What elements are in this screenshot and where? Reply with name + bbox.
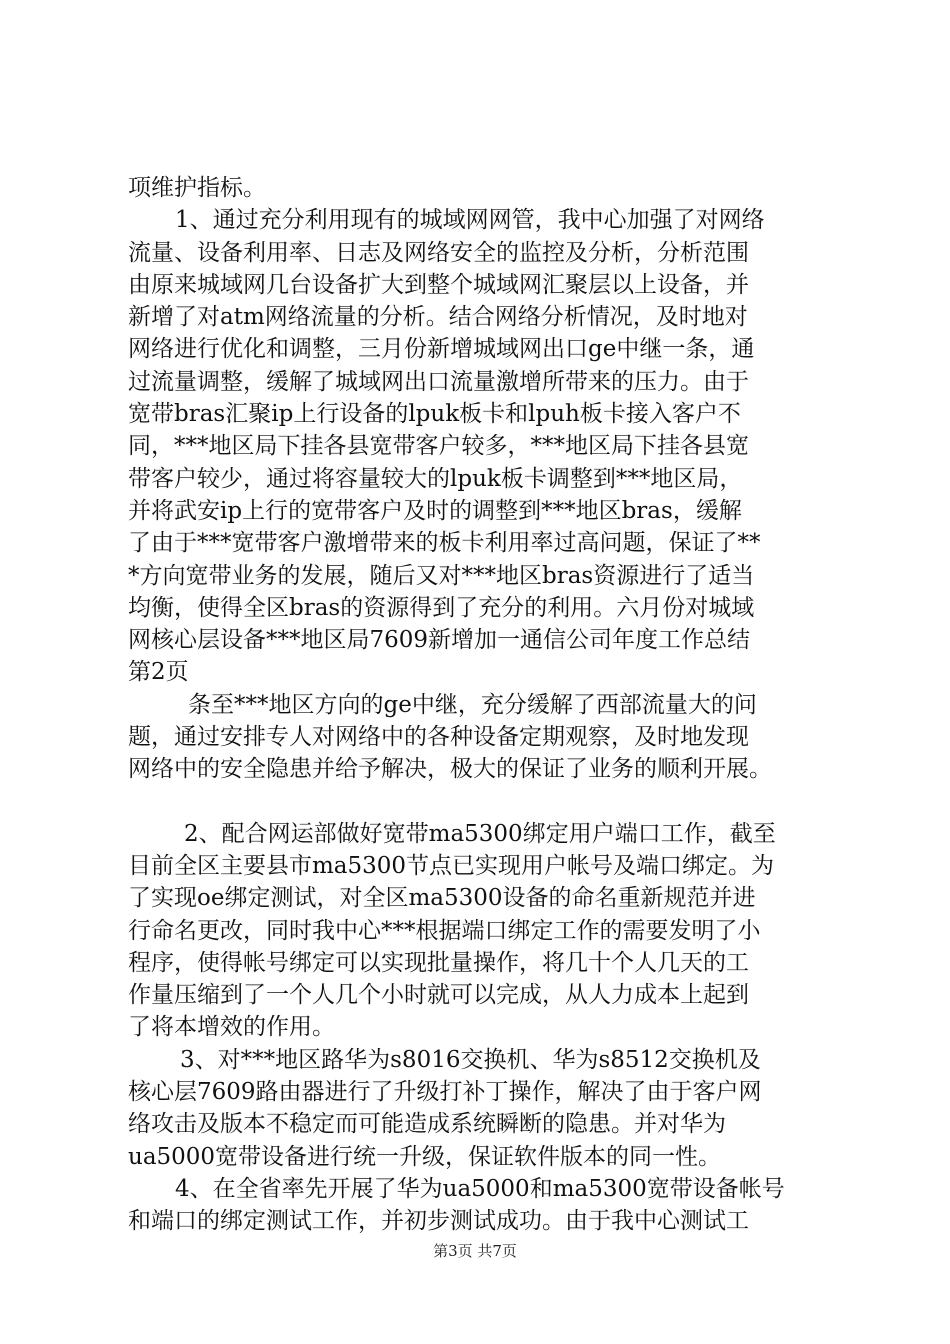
text-line: 题，通过安排专人对网络中的各种设备定期观察，及时地发现	[128, 724, 749, 751]
text-line: 流量、设备利用率、日志及网络安全的监控及分析，分析范围	[128, 239, 749, 266]
text-line: *方向宽带业务的发展，随后又对***地区bras资源进行了适当	[128, 562, 755, 589]
text-line: 了实现oe绑定测试，对全区ma5300设备的命名重新规范并进	[128, 885, 756, 912]
text-line: 均衡，使得全区bras的资源得到了充分的利用。六月份对城域	[128, 594, 755, 621]
text-line: 宽带bras汇聚ip上行设备的lpuk板卡和lpuh板卡接入客户不	[128, 401, 741, 428]
paragraph-2-start: 2、配合网运部做好宽带ma5300绑定用户端口工作，截至	[184, 820, 776, 847]
paragraph-4-start: 4、在全省率先开展了华为ua5000和ma5300宽带设备帐号	[175, 1175, 785, 1202]
text-line: 网络进行优化和调整，三月份新增城域网出口ge中继一条，通	[128, 336, 755, 363]
text-line: 网核心层设备***地区局7609新增加一通信公司年度工作总结	[128, 627, 751, 654]
text-line: 行命名更改，同时我中心***根据端口绑定工作的需要发明了小	[128, 917, 761, 944]
text-line: ua5000宽带设备进行统一升级，保证软件版本的同一性。	[128, 1143, 722, 1170]
text-line: 新增了对atm网络流量的分析。结合网络分析情况，及时地对	[128, 304, 748, 331]
text-line: 核心层7609路由器进行了升级打补丁操作，解决了由于客户网	[128, 1079, 762, 1106]
text-line: 项维护指标。	[128, 175, 266, 201]
text-line: 过流量调整，缓解了城域网出口流量激增所带来的压力。由于	[128, 368, 749, 395]
text-line: 网络中的安全隐患并给予解决，极大的保证了业务的顺利开展。	[128, 756, 772, 783]
text-line: 程序，使得帐号绑定可以实现批量操作，将几十个人几天的工	[128, 949, 749, 976]
paragraph-gap	[128, 786, 832, 818]
text-line: 并将武安ip上行的宽带客户及时的调整到***地区bras，缓解	[128, 497, 742, 524]
text-line: 同，***地区局下挂各县宽带客户较多，***地区局下挂各县宽	[128, 433, 749, 460]
document-body	[128, 172, 832, 1238]
text-line: 作量压缩到了一个人几个小时就可以完成，从人力成本上起到	[128, 982, 749, 1009]
text-line: 目前全区主要县市ma5300节点已实现用户帐号及端口绑定。为	[128, 852, 775, 879]
text-line: 络攻击及版本不稳定而可能造成系统瞬断的隐患。并对华为	[128, 1111, 726, 1138]
text-line: 和端口的绑定测试工作，并初步测试成功。由于我中心测试工	[128, 1208, 749, 1235]
page-footer: 第3页 共7页	[433, 1242, 517, 1260]
text-line: 了由于***宽带客户激增带来的板卡利用率过高问题，保证了**	[128, 530, 761, 557]
paragraph-1-start: 1、通过充分利用现有的城域网网管，我中心加强了对网络	[175, 207, 765, 234]
text-line: 由原来城域网几台设备扩大到整个城域网汇聚层以上设备，并	[128, 271, 749, 298]
text-line: 了将本增效的作用。	[128, 1014, 335, 1041]
page-marker: 第2页	[128, 659, 189, 686]
paragraph-continuation-start: 条至***地区方向的ge中继，充分缓解了西部流量大的问	[188, 691, 757, 718]
text-line: 带客户较少，通过将容量较大的lpuk板卡调整到***地区局，	[128, 465, 743, 492]
paragraph-3-start: 3、对***地区路华为s8016交换机、华为s8512交换机及	[180, 1046, 761, 1073]
